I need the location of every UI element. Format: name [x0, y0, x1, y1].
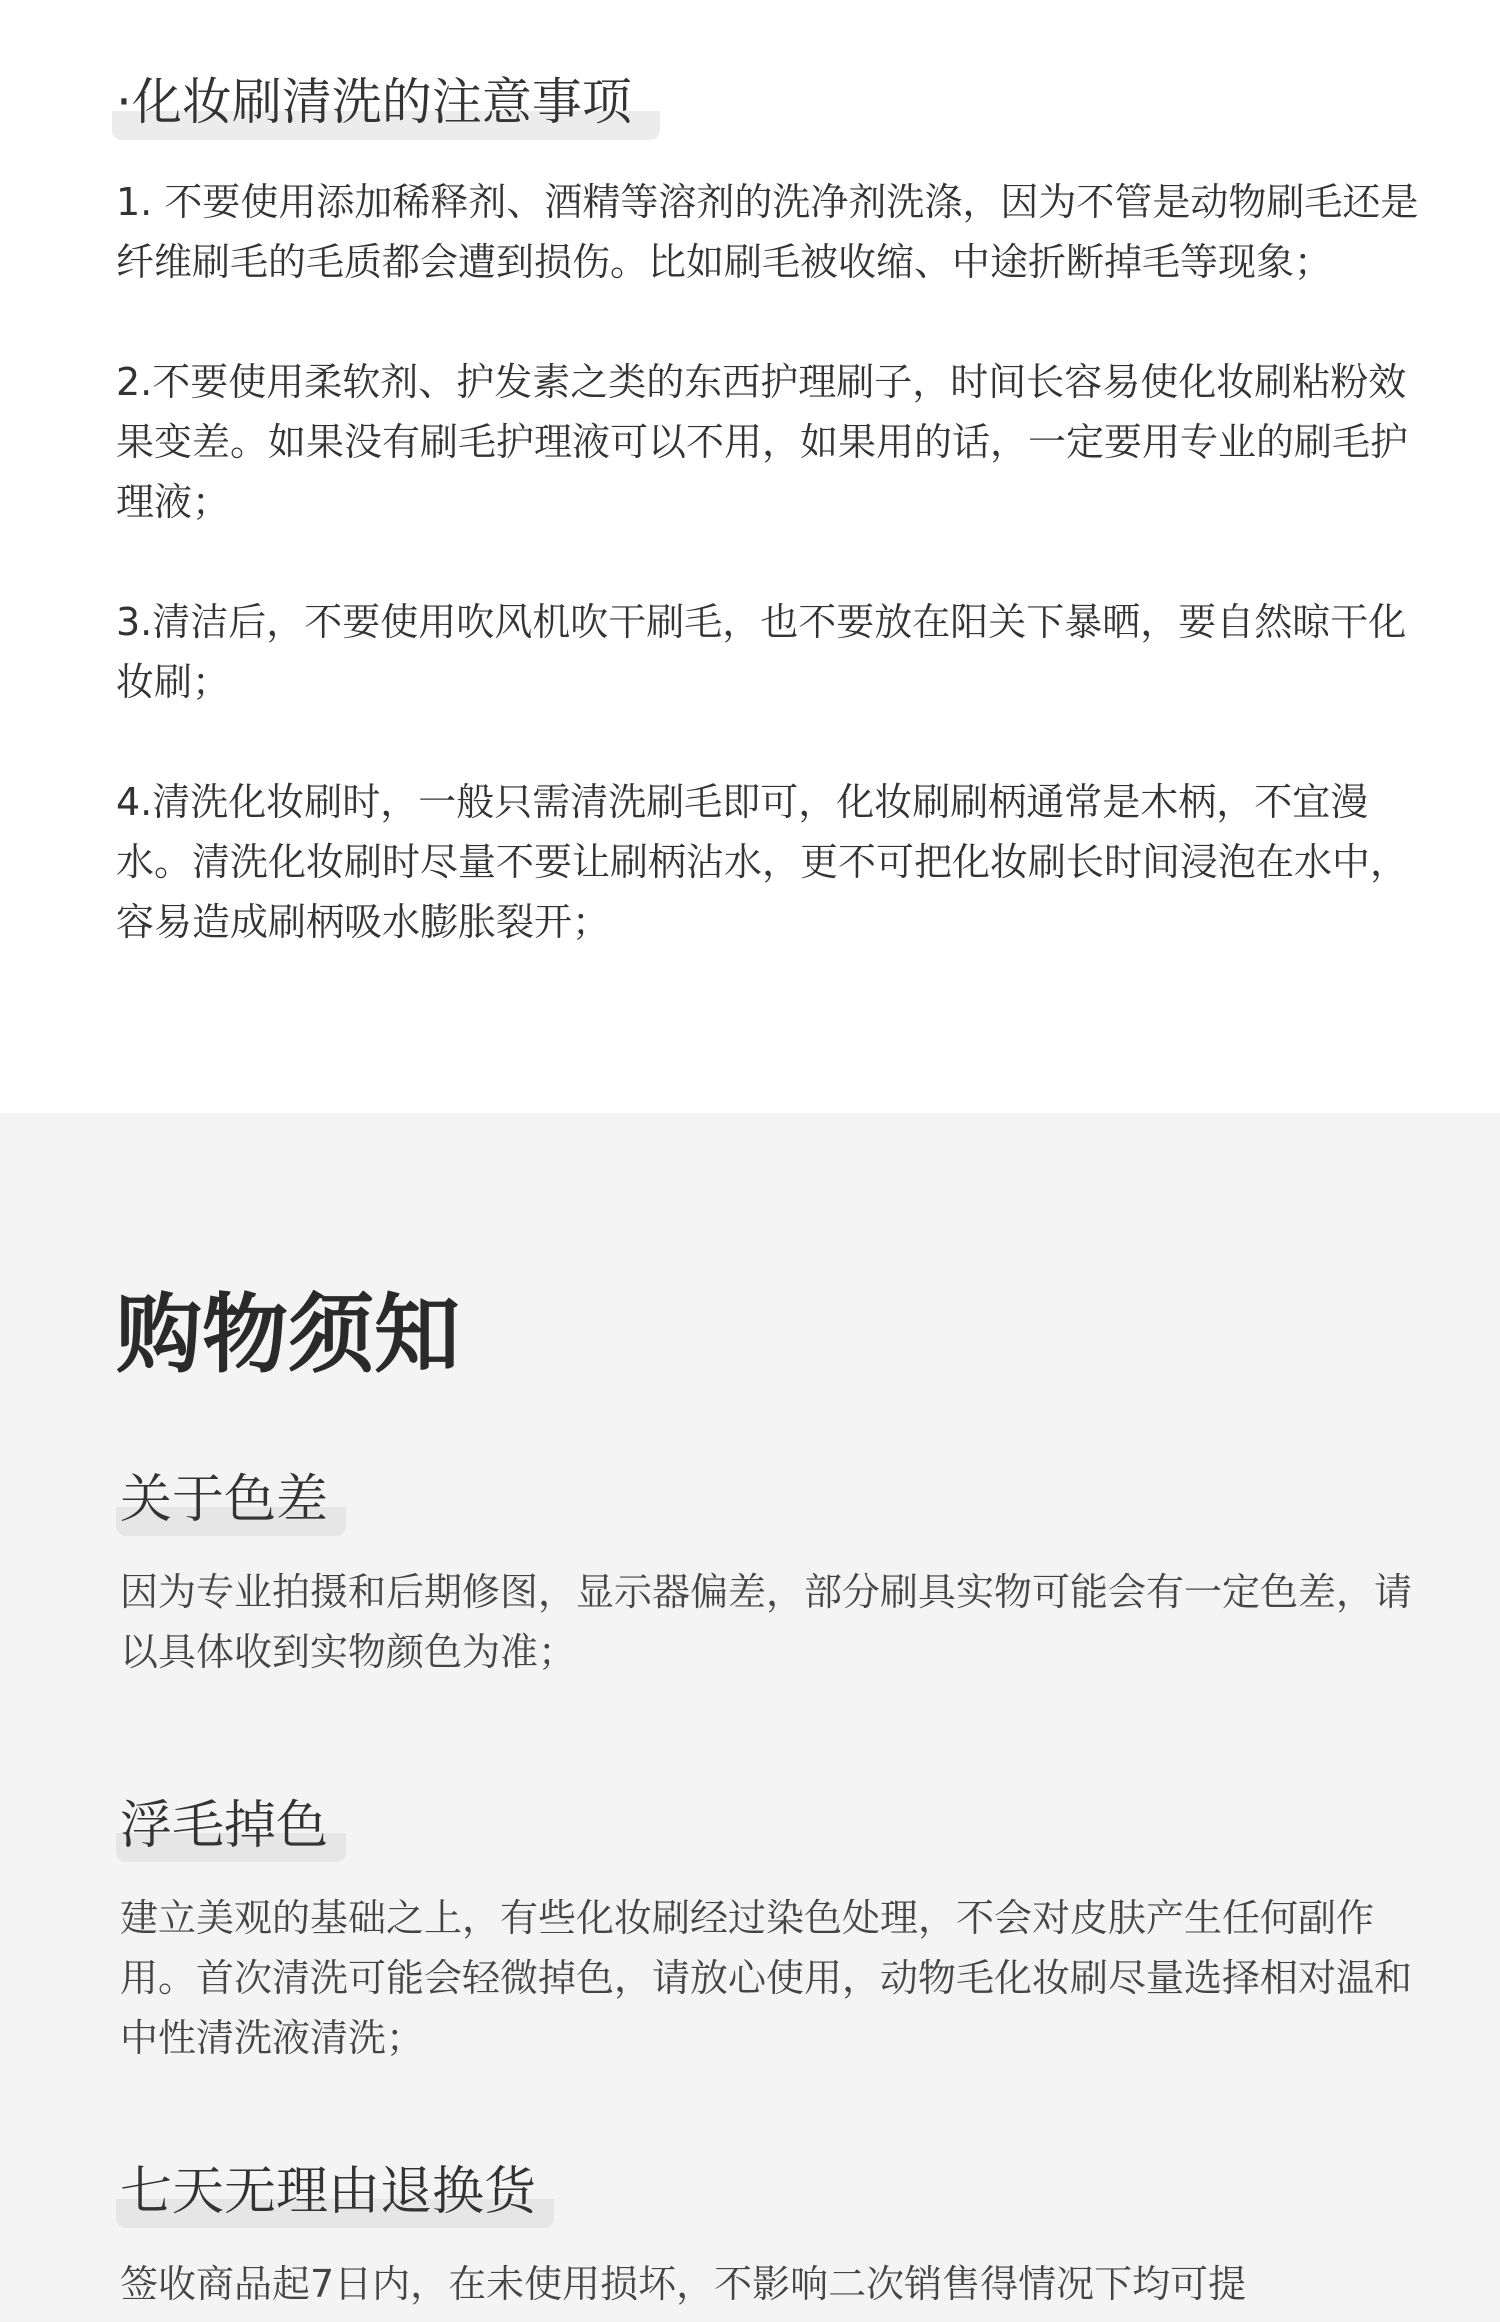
- shedding-fading-notice: [116, 1790, 1416, 2068]
- shedding-fading-heading: 浮毛掉色: [116, 1790, 346, 1862]
- brush-cleaning-heading: ·化妆刷清洗的注意事项: [112, 64, 660, 140]
- color-difference-notice: [116, 1464, 1416, 1682]
- cleaning-note-2: 2.不要使用柔软剂、护发素之类的东西护理刷子，时间长容易使化妆刷粘粉效果变差。如果没有刷毛护理液可以不用，如果用的话，一定要用专业的刷毛护理液；: [116, 360, 1409, 524]
- seven-day-return-text: 签收商品起7日内，在未使用损坏，不影响二次销售得情况下均可提: [120, 2262, 1247, 2306]
- cleaning-note-1: 1. 不要使用添加稀释剂、酒精等溶剂的洗净剂洗涤，因为不管是动物刷毛还是纤维刷毛的毛质都会遭到损伤。比如刷毛被收缩、中途折断掉毛等现象；: [116, 180, 1419, 284]
- brush-cleaning-notes-section: [0, 0, 1500, 1113]
- seven-day-return-notice: [116, 2156, 1416, 2314]
- cleaning-note-4: 4.清洗化妆刷时，一般只需清洗刷毛即可，化妆刷刷柄通常是木柄，不宜漫水。清洗化妆刷时尽量不要让刷柄沾水，更不可把化妆刷长时间浸泡在水中，容易造成刷柄吸水膨胀裂开；: [116, 780, 1409, 944]
- color-difference-heading: 关于色差: [116, 1464, 346, 1536]
- cleaning-note-3: 3.清洁后，不要使用吹风机吹干刷毛，也不要放在阳关下暴晒，要自然晾干化妆刷；: [116, 600, 1407, 704]
- seven-day-return-heading: 七天无理由退换货: [116, 2156, 554, 2228]
- brush-cleaning-list: [116, 172, 1436, 1012]
- shedding-fading-text: 建立美观的基础之上，有些化妆刷经过染色处理，不会对皮肤产生任何副作用。首次清洗可能会轻微掉色，请放心使用，动物毛化妆刷尽量选择相对温和中性清洗液清洗；: [120, 1896, 1413, 2060]
- color-difference-text: 因为专业拍摄和后期修图，显示器偏差，部分刷具实物可能会有一定色差，请以具体收到实物颜色为准；: [120, 1570, 1413, 1674]
- shopping-notice-title: 购物须知: [116, 1285, 460, 1385]
